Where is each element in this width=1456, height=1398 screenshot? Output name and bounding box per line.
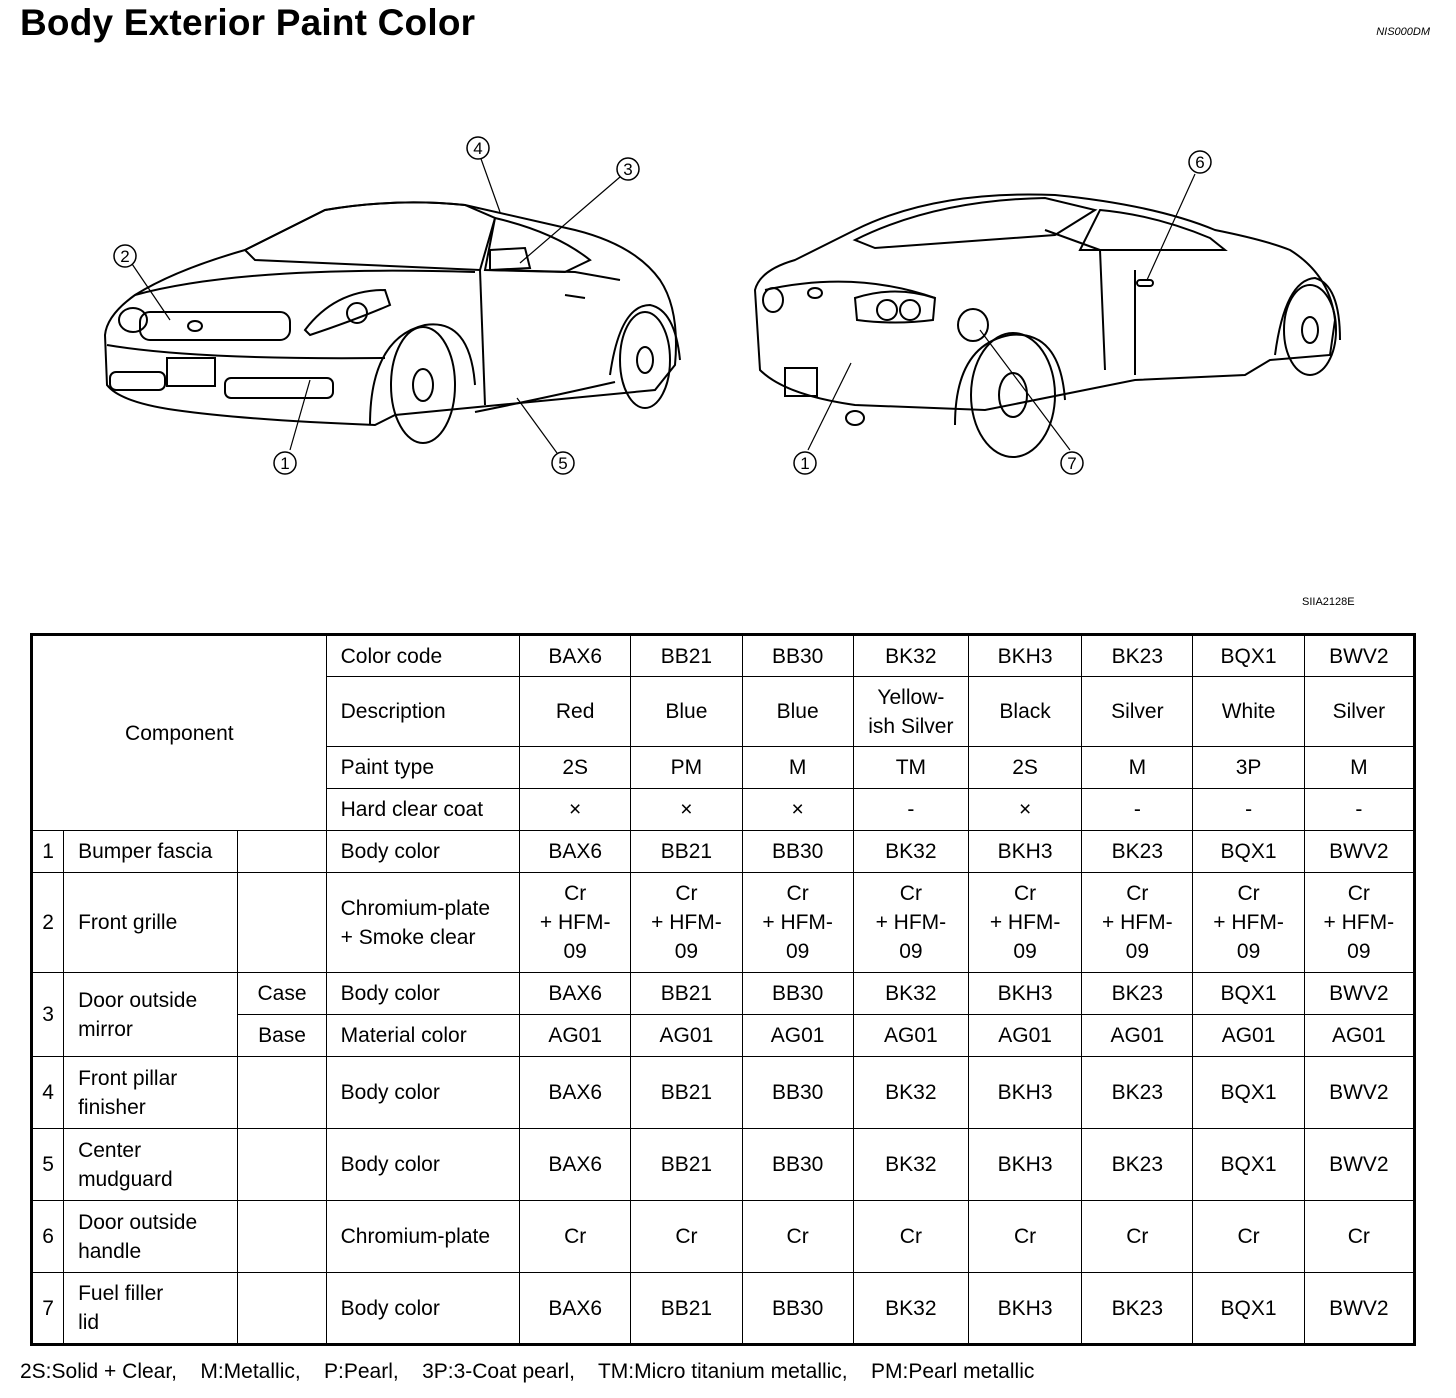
- header-cell: BK23: [1082, 635, 1193, 677]
- component-row: [32, 873, 1415, 973]
- callout-3-front: [617, 158, 639, 180]
- component-type: Body color: [326, 1129, 519, 1201]
- svg-text:3: 3: [623, 160, 633, 179]
- value-cell: BQX1: [1193, 1057, 1304, 1129]
- value-cell: BAX6: [520, 1273, 631, 1345]
- value-cell: Cr + HFM- 09: [1193, 873, 1304, 973]
- header-cell: -: [1304, 789, 1414, 831]
- header-cell: TM: [853, 747, 968, 789]
- component-number: 7: [32, 1273, 64, 1345]
- value-cell: BAX6: [520, 1057, 631, 1129]
- component-sub: [238, 873, 326, 973]
- value-cell: BQX1: [1193, 1273, 1304, 1345]
- car-illustration: [95, 120, 1385, 520]
- svg-text:4: 4: [473, 139, 483, 158]
- svg-text:7: 7: [1067, 454, 1077, 473]
- callout-2-front: [114, 245, 136, 267]
- component-sub: [238, 1201, 326, 1273]
- value-cell: BB30: [742, 1129, 853, 1201]
- callouts: [114, 137, 1211, 474]
- value-cell: BQX1: [1193, 831, 1304, 873]
- value-cell: BAX6: [520, 831, 631, 873]
- value-cell: BKH3: [968, 973, 1081, 1015]
- component-row: [32, 1057, 1415, 1129]
- component-header: Component: [32, 635, 327, 831]
- component-row: [32, 1273, 1415, 1345]
- header-cell: BB30: [742, 635, 853, 677]
- value-cell: AG01: [520, 1015, 631, 1057]
- value-cell: BKH3: [968, 1273, 1081, 1345]
- value-cell: BB21: [631, 1273, 742, 1345]
- callout-7-rear: [1061, 452, 1083, 474]
- value-cell: AG01: [1082, 1015, 1193, 1057]
- component-name: Bumper fascia: [64, 831, 238, 873]
- header-cell: -: [1082, 789, 1193, 831]
- value-cell: BK32: [853, 1057, 968, 1129]
- value-cell: BWV2: [1304, 973, 1414, 1015]
- value-cell: BB21: [631, 831, 742, 873]
- row-label-paint-type: Paint type: [326, 747, 519, 789]
- component-number: 1: [32, 831, 64, 873]
- component-type: Body color: [326, 831, 519, 873]
- value-cell: AG01: [968, 1015, 1081, 1057]
- value-cell: BK23: [1082, 1273, 1193, 1345]
- component-type: Material color: [326, 1015, 519, 1057]
- header-cell: -: [853, 789, 968, 831]
- figure-id: SIIA2128E: [1302, 596, 1355, 608]
- value-cell: Cr + HFM- 09: [742, 873, 853, 973]
- component-row: [32, 1129, 1415, 1201]
- header-cell: Black: [968, 677, 1081, 747]
- component-row: [32, 973, 1415, 1015]
- header-cell: Yellow- ish Silver: [853, 677, 968, 747]
- value-cell: BB21: [631, 1129, 742, 1201]
- component-row: [32, 831, 1415, 873]
- callout-6-rear: [1189, 151, 1211, 173]
- callout-5-front: [552, 452, 574, 474]
- header-cell: White: [1193, 677, 1304, 747]
- value-cell: Cr: [1304, 1201, 1414, 1273]
- document-id: NIS000DM: [1376, 26, 1430, 38]
- value-cell: BQX1: [1193, 973, 1304, 1015]
- header-cell: BK32: [853, 635, 968, 677]
- header-cell: PM: [631, 747, 742, 789]
- header-cell: Red: [520, 677, 631, 747]
- row-label-description: Description: [326, 677, 519, 747]
- component-sub: [238, 1273, 326, 1345]
- component-name: Door outside handle: [64, 1201, 238, 1273]
- value-cell: Cr: [1082, 1201, 1193, 1273]
- value-cell: Cr: [968, 1201, 1081, 1273]
- value-cell: Cr + HFM- 09: [1082, 873, 1193, 973]
- component-type: Body color: [326, 1057, 519, 1129]
- component-type: Body color: [326, 1273, 519, 1345]
- header-cell: ×: [631, 789, 742, 831]
- value-cell: Cr: [1193, 1201, 1304, 1273]
- value-cell: BK32: [853, 831, 968, 873]
- value-cell: BWV2: [1304, 1057, 1414, 1129]
- component-sub: Case: [238, 973, 326, 1015]
- value-cell: BK32: [853, 1273, 968, 1345]
- value-cell: BQX1: [1193, 1129, 1304, 1201]
- value-cell: BKH3: [968, 1129, 1081, 1201]
- header-cell: ×: [968, 789, 1081, 831]
- header-cell: BKH3: [968, 635, 1081, 677]
- header-cell: BQX1: [1193, 635, 1304, 677]
- value-cell: BWV2: [1304, 831, 1414, 873]
- value-cell: AG01: [1193, 1015, 1304, 1057]
- header-cell: Silver: [1082, 677, 1193, 747]
- value-cell: BK23: [1082, 973, 1193, 1015]
- value-cell: BWV2: [1304, 1129, 1414, 1201]
- header-row-color-code: [32, 635, 1415, 677]
- header-cell: 2S: [968, 747, 1081, 789]
- value-cell: BKH3: [968, 831, 1081, 873]
- value-cell: Cr: [520, 1201, 631, 1273]
- component-sub: [238, 1057, 326, 1129]
- component-row: [32, 1015, 1415, 1057]
- component-number: 5: [32, 1129, 64, 1201]
- component-number: 2: [32, 873, 64, 973]
- header-cell: BB21: [631, 635, 742, 677]
- header-cell: Blue: [742, 677, 853, 747]
- value-cell: AG01: [853, 1015, 968, 1057]
- value-cell: AG01: [1304, 1015, 1414, 1057]
- header-cell: M: [742, 747, 853, 789]
- value-cell: BK32: [853, 973, 968, 1015]
- value-cell: BK23: [1082, 1129, 1193, 1201]
- callout-1-front: [274, 452, 296, 474]
- component-name: Front pillar finisher: [64, 1057, 238, 1129]
- value-cell: Cr + HFM- 09: [631, 873, 742, 973]
- value-cell: Cr: [853, 1201, 968, 1273]
- header-cell: ×: [520, 789, 631, 831]
- component-type: Body color: [326, 973, 519, 1015]
- component-number: 6: [32, 1201, 64, 1273]
- header-cell: BWV2: [1304, 635, 1414, 677]
- header-cell: ×: [742, 789, 853, 831]
- component-number: 4: [32, 1057, 64, 1129]
- component-name: Front grille: [64, 873, 238, 973]
- value-cell: BB30: [742, 973, 853, 1015]
- paint-color-table: [30, 633, 1416, 1346]
- value-cell: BB30: [742, 1057, 853, 1129]
- component-type: Chromium-plate + Smoke clear: [326, 873, 519, 973]
- svg-text:6: 6: [1195, 153, 1205, 172]
- component-type: Chromium-plate: [326, 1201, 519, 1273]
- component-sub: [238, 831, 326, 873]
- component-row: [32, 1201, 1415, 1273]
- value-cell: BB21: [631, 1057, 742, 1129]
- header-cell: BAX6: [520, 635, 631, 677]
- value-cell: BKH3: [968, 1057, 1081, 1129]
- value-cell: BB21: [631, 973, 742, 1015]
- value-cell: BB30: [742, 1273, 853, 1345]
- value-cell: Cr: [631, 1201, 742, 1273]
- svg-text:2: 2: [120, 247, 130, 266]
- component-number: 3: [32, 973, 64, 1057]
- value-cell: Cr + HFM- 09: [1304, 873, 1414, 973]
- page-title: Body Exterior Paint Color: [20, 2, 476, 43]
- component-sub: Base: [238, 1015, 326, 1057]
- callout-4-front: [467, 137, 489, 159]
- component-name: Center mudguard: [64, 1129, 238, 1201]
- value-cell: BB30: [742, 831, 853, 873]
- value-cell: BAX6: [520, 1129, 631, 1201]
- value-cell: AG01: [631, 1015, 742, 1057]
- value-cell: Cr: [742, 1201, 853, 1273]
- svg-text:5: 5: [558, 454, 568, 473]
- value-cell: BWV2: [1304, 1273, 1414, 1345]
- component-name: Fuel filler lid: [64, 1273, 238, 1345]
- callout-1-rear: [794, 452, 816, 474]
- front-car-drawing: [105, 202, 680, 443]
- svg-text:1: 1: [280, 454, 290, 473]
- rear-car-drawing: [755, 194, 1340, 457]
- header-cell: 2S: [520, 747, 631, 789]
- component-sub: [238, 1129, 326, 1201]
- value-cell: BK32: [853, 1129, 968, 1201]
- value-cell: Cr + HFM- 09: [853, 873, 968, 973]
- header-cell: -: [1193, 789, 1304, 831]
- svg-text:1: 1: [800, 454, 810, 473]
- row-label-hard-clear-coat: Hard clear coat: [326, 789, 519, 831]
- value-cell: AG01: [742, 1015, 853, 1057]
- value-cell: BK23: [1082, 1057, 1193, 1129]
- row-label-color-code: Color code: [326, 635, 519, 677]
- header-cell: Blue: [631, 677, 742, 747]
- value-cell: BK23: [1082, 831, 1193, 873]
- header-cell: 3P: [1193, 747, 1304, 789]
- header-cell: M: [1304, 747, 1414, 789]
- value-cell: Cr + HFM- 09: [520, 873, 631, 973]
- component-name: Door outside mirror: [64, 973, 238, 1057]
- header-cell: M: [1082, 747, 1193, 789]
- header-cell: Silver: [1304, 677, 1414, 747]
- footnote-legend: 2S:Solid + Clear, M:Metallic, P:Pearl, 3P:3-Coat pearl, TM:Micro titanium metallic, PM:Pearl metallic: [20, 1360, 1035, 1383]
- value-cell: Cr + HFM- 09: [968, 873, 1081, 973]
- value-cell: BAX6: [520, 973, 631, 1015]
